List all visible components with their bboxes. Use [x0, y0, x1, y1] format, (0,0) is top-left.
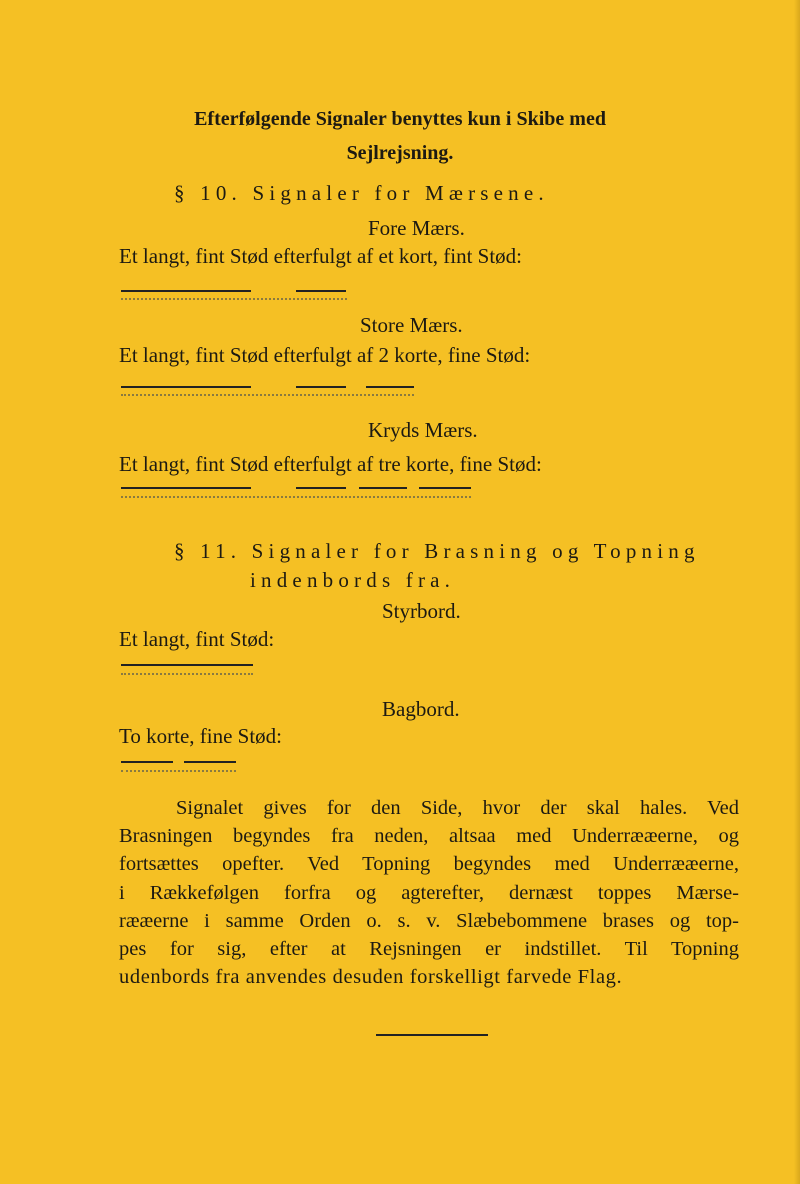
signal-baseline [121, 394, 414, 396]
bagbord-description: To korte, fine Stød: [119, 724, 283, 748]
store-maers-label: Store Mærs. [360, 313, 463, 337]
paragraph-line: pes for sig, efter at Rejsningen er indstillet. Til Topning [119, 938, 739, 961]
signal-baseline [121, 673, 253, 675]
short-blast-mark [296, 386, 346, 388]
signal-baseline [121, 770, 236, 772]
short-blast-mark [419, 487, 471, 489]
section-11-title-line-1: § 11. Signaler for Brasning og Topning [174, 539, 700, 563]
styrbord-description: Et langt, fint Stød: [119, 627, 275, 651]
long-blast-mark [121, 386, 251, 388]
short-blast-mark [121, 761, 173, 763]
kryds-maers-label: Kryds Mærs. [368, 418, 478, 442]
paragraph-line: udenbords fra anvendes desuden forskelligt farvede Flag. [119, 966, 623, 989]
long-blast-mark [121, 290, 251, 292]
heading-line-1: Efterfølgende Signaler benyttes kun i Skibe med [194, 108, 606, 130]
section-11-title-line-2: indenbords fra. [250, 568, 456, 592]
paragraph-line: i Rækkefølgen forfra og agterefter, dernæst toppes Mærse- [119, 881, 739, 904]
short-blast-mark [366, 386, 414, 388]
styrbord-label: Styrbord. [382, 599, 461, 623]
short-blast-mark [296, 487, 346, 489]
signal-baseline [121, 496, 471, 498]
kryds-maers-description: Et langt, fint Stød efterfulgt af tre korte, fine Stød: [119, 452, 542, 476]
paragraph-line: Signalet gives for den Side, hvor der skal hales. Ved [176, 797, 739, 819]
paragraph-line: Brasningen begyndes fra neden, altsaa med Underrææerne, og [119, 825, 739, 848]
page-edge [794, 0, 800, 1184]
store-maers-description: Et langt, fint Stød efterfulgt af 2 korte, fine Stød: [119, 343, 531, 367]
paragraph-line: fortsættes opefter. Ved Topning begyndes med Underrææerne, [119, 853, 739, 876]
short-blast-mark [359, 487, 407, 489]
long-blast-mark [121, 664, 253, 666]
short-blast-mark [296, 290, 346, 292]
fore-maers-label: Fore Mærs. [368, 216, 465, 240]
section-10-title: § 10. Signaler for Mærsene. [174, 181, 549, 205]
fore-maers-description: Et langt, fint Stød efterfulgt af et kort, fint Stød: [119, 244, 523, 268]
long-blast-mark [121, 487, 251, 489]
heading-line-2: Sejlrejsning. [346, 142, 454, 164]
short-blast-mark [184, 761, 236, 763]
paragraph-line: rææerne i samme Orden o. s. v. Slæbebommene brases og top- [119, 909, 739, 932]
explanation-paragraph [119, 794, 739, 991]
closing-rule [376, 1034, 488, 1036]
signal-baseline [121, 298, 347, 300]
bagbord-label: Bagbord. [382, 697, 460, 721]
